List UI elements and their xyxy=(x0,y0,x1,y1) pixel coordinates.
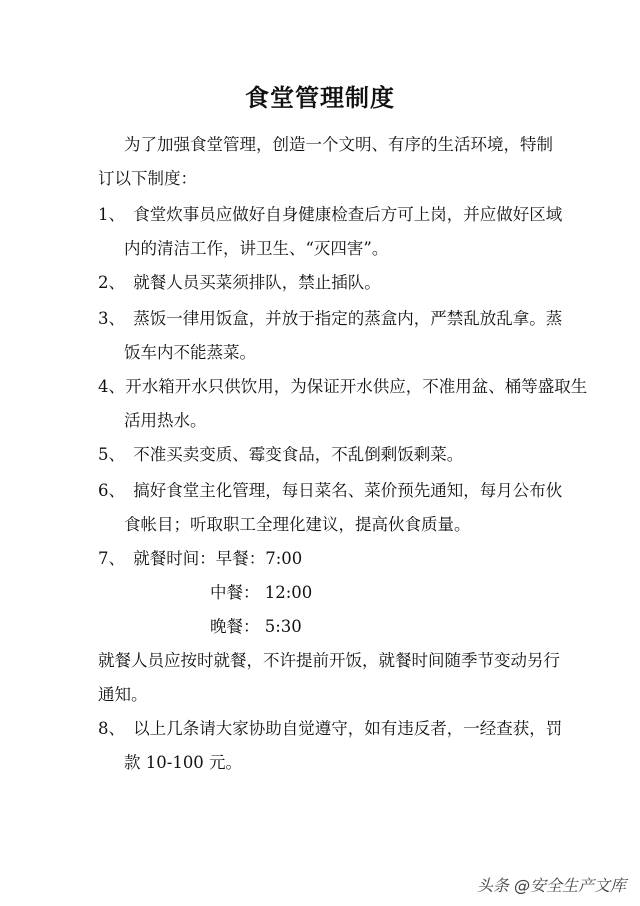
list-item-6-continuation: 食帐目；听取职工全理化建议，提高伙食质量。 xyxy=(124,515,471,534)
list-item-text: 不准买卖变质、霉变食品，不乱倒剩饭剩菜。 xyxy=(133,445,464,464)
list-item-text: 开水箱开水只供饮用，为保证开水供应，不准用盆、桶等盛取生 xyxy=(125,377,588,396)
list-item-3 xyxy=(98,308,562,330)
list-item-6 xyxy=(98,480,562,502)
meal-time-lunch: 中餐： 12:00 xyxy=(210,583,313,602)
note-line-1: 就餐人员应按时就餐，不许提前开饭，就餐时间随季节变动另行 xyxy=(98,651,560,670)
list-item-text: 就餐时间：早餐：7:00 xyxy=(133,549,303,568)
list-item-1 xyxy=(98,204,562,226)
list-item-3-continuation: 饭车内不能蒸菜。 xyxy=(124,343,256,362)
list-item-number: 5、 xyxy=(98,445,125,464)
list-item-number: 6、 xyxy=(98,481,125,500)
list-item-2 xyxy=(98,272,381,294)
meal-time-dinner: 晚餐： 5:30 xyxy=(210,617,302,636)
list-item-text: 就餐人员买菜须排队，禁止插队。 xyxy=(133,273,381,292)
list-item-1-continuation: 内的清洁工作，讲卫生、“灭四害”。 xyxy=(124,239,389,258)
list-item-4 xyxy=(98,376,587,398)
intro-line-2: 订以下制度： xyxy=(98,169,197,188)
intro-line-1: 为了加强食堂管理，创造一个文明、有序的生活环境，特制 xyxy=(124,135,553,154)
list-item-number: 8、 xyxy=(98,719,125,738)
list-item-text: 蒸饭一律用饭盒，并放于指定的蒸盒内，严禁乱放乱拿。蒸 xyxy=(133,309,563,328)
list-item-4-continuation: 活用热水。 xyxy=(124,411,207,430)
note-line-2: 通知。 xyxy=(98,685,148,704)
list-item-number: 2、 xyxy=(98,273,125,292)
watermark-text: 头条 @安全生产文库 xyxy=(476,876,626,895)
list-item-text: 以上几条请大家协助自觉遵守，如有违反者，一经查获，罚 xyxy=(133,719,563,738)
page-title: 食堂管理制度 xyxy=(245,84,395,112)
list-item-number: 4、 xyxy=(98,377,125,396)
list-item-8 xyxy=(98,718,562,740)
list-item-7 xyxy=(98,548,302,570)
list-item-text: 搞好食堂主化管理，每日菜名、菜价预先通知，每月公布伙 xyxy=(133,481,563,500)
list-item-text: 食堂炊事员应做好自身健康检查后方可上岗，并应做好区域 xyxy=(133,205,563,224)
list-item-8-continuation: 款 10-100 元。 xyxy=(124,753,243,772)
list-item-number: 7、 xyxy=(98,549,125,568)
list-item-5 xyxy=(98,444,463,466)
list-item-number: 1、 xyxy=(98,205,125,224)
list-item-number: 3、 xyxy=(98,309,125,328)
